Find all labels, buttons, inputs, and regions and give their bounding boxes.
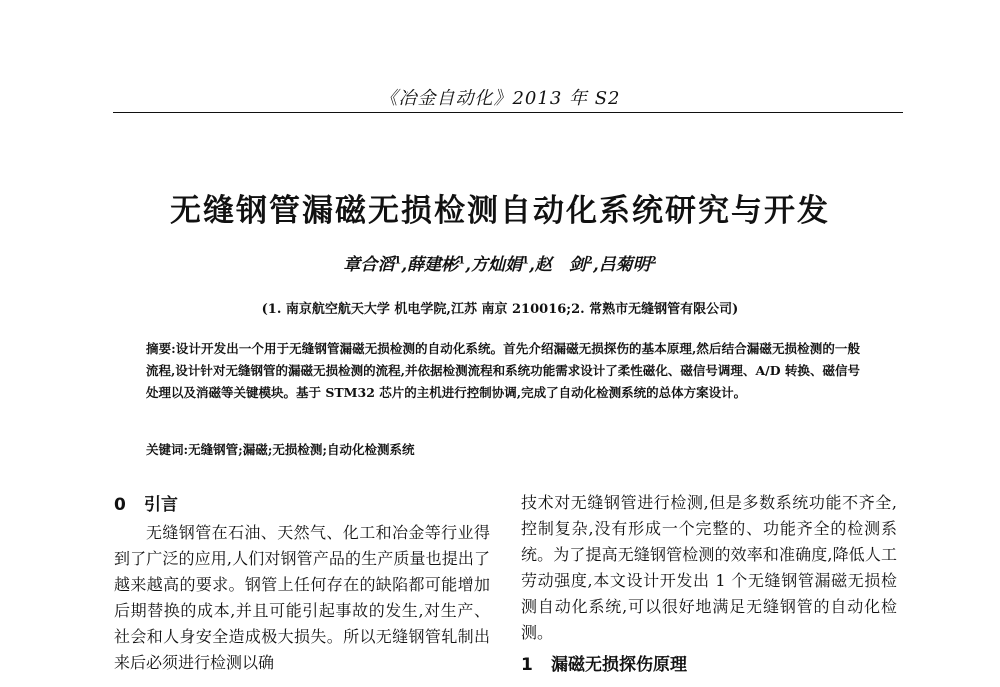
- abstract-text: 设计开发出一个用于无缝钢管漏磁无损检测的自动化系统。首先介绍漏磁无损探伤的基本原理,然后结合漏磁无损检测的一般流程,设计针对无缝钢管的漏磁无损检测的流程,并依据检测流程和系统功能需求设计了柔性磁化、磁信号调理、A/D 转换、磁信号处理以及消磁等关键模块。基于 STM32 芯片的主机进行控制协调,完成了自动化检测系统的总体方案设计。: [146, 341, 860, 400]
- right-column: [521, 490, 897, 680]
- intro-paragraph: 无缝钢管在石油、天然气、化工和冶金等行业得到了广泛的应用,人们对钢管产品的生产质量也提出了越来越高的要求。钢管上任何存在的缺陷都可能增加后期替换的成本,并且可能引起事故的发生,对生产、社会和人身安全造成极大损失。所以无缝钢管轧制出来后必须进行检测以确: [114, 523, 490, 672]
- section-heading-intro: 0 引言: [114, 495, 178, 515]
- keywords: [146, 440, 860, 458]
- abstract-label: 摘要:: [146, 341, 176, 356]
- intro-paragraph-continued: 技术对无缝钢管进行检测,但是多数系统功能不齐全,控制复杂,没有形成一个完整的、功能齐全的检测系统。为了提高无缝钢管检测的效率和准确度,降低人工劳动强度,本文设计开发出 1 个无缝钢管漏磁无损检测自动化系统,可以很好地满足无缝钢管的自动化检测。: [521, 493, 897, 642]
- author-list: 章合滔$^1$,薛建彬$^1$,方灿娟$^1$,赵 剑$^2$,吕菊明$^2$: [0, 250, 1000, 275]
- author: 赵 剑$^2$: [534, 255, 593, 275]
- abstract: [146, 338, 860, 404]
- keywords-text: 无缝钢管;漏磁;无损检测;自动化检测系统: [188, 442, 415, 457]
- author: 吕菊明$^2$: [598, 255, 657, 275]
- section-heading-principle: 1 漏磁无损探伤原理: [521, 655, 687, 675]
- paper-title: 无缝钢管漏磁无损检测自动化系统研究与开发: [170, 193, 830, 229]
- author: 薛建彬$^1$: [407, 255, 466, 275]
- header-rule: [113, 112, 903, 113]
- left-column: [114, 490, 490, 676]
- author: 方灿娟$^1$: [471, 255, 529, 275]
- author: 章合滔$^1$: [343, 255, 402, 275]
- journal-header: 《冶金自动化》2013 年 S2: [379, 88, 621, 109]
- keywords-label: 关键词:: [146, 442, 189, 457]
- affiliation: (1. 南京航空航天大学 机电学院,江苏 南京 210016;2. 常熟市无缝钢管有限公司): [261, 302, 739, 317]
